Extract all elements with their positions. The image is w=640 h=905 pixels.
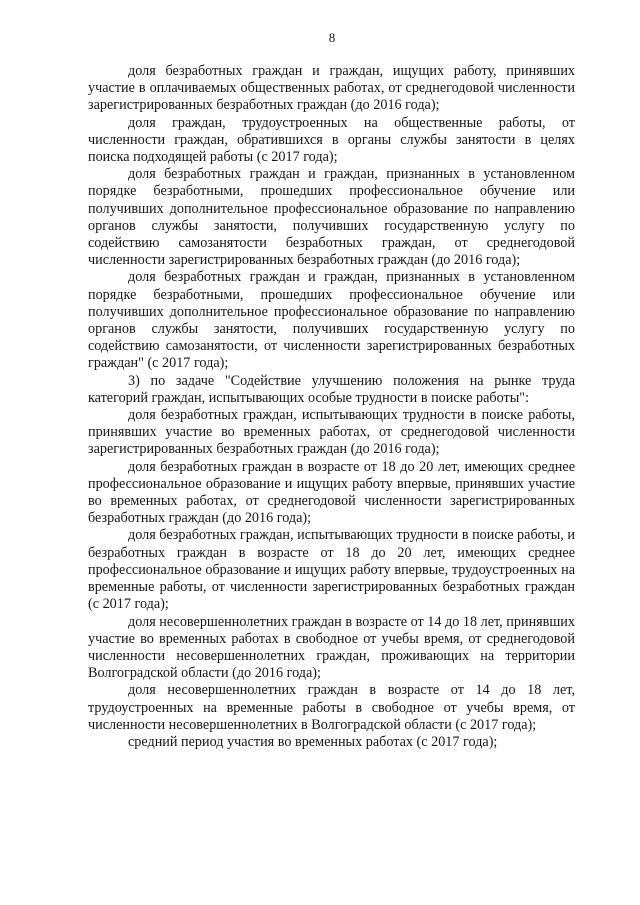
paragraph-minors-participation: доля несовершеннолетних граждан в возрасте от 14 до 18 лет, принявших участие во временных работах в свободное от учебы время, от среднегодовой численности несовершеннолетних граждан, проживающих на территории Волгоградской области (до 2016 года); (88, 613, 575, 682)
document-body (88, 63, 575, 751)
paragraph-public-works-employed: доля граждан, трудоустроенных на общественные работы, от численности граждан, обратившихся в органы службы занятости в целях поиска подходящей работы (с 2017 года); (88, 114, 575, 166)
paragraph-temporary-works-difficulties: доля безработных граждан, испытывающих трудности в поиске работы, принявших участие во временных работах, от среднегодовой численности зарегистрированных безработных граждан (до 2016 года); (88, 407, 575, 458)
paragraph-minors-employed: доля несовершеннолетних граждан в возрасте от 14 до 18 лет, трудоустроенных на временные работы в свободное от учебы время, от численности несовершеннолетних в Волгоградской области (с 2017 года); (88, 682, 575, 733)
paragraph-task-3-heading: 3) по задаче "Содействие улучшению положения на рынке труда категорий граждан, испытывающих особые трудности в поиске работы": (88, 372, 575, 406)
paragraph-young-first-job-seekers: доля безработных граждан в возрасте от 18 до 20 лет, имеющих среднее профессиональное образование и ищущих работу впервые, принявших участие во временных работах, от среднегодовой численности зарегистрированных безработных граждан (до 2016 года); (88, 458, 575, 527)
paragraph-average-period: средний период участия во временных работах (с 2017 года); (128, 733, 498, 750)
paragraph-combined-temporary-employment: доля безработных граждан, испытывающих трудности в поиске работы, и безработных граждан в возрасте от 18 до 20 лет, имеющих среднее профессиональное образование и ищущих работу впервые, трудоустроенных на временные работы, от численности зарегистрированных безработных граждан (с 2017 года); (88, 527, 575, 613)
paragraph-training-share-from-2017: доля безработных граждан и граждан, признанных в установленном порядке безработными, прошедших профессиональное обучение или получивших дополнительное профессиональное образование по направлению органов службы занятости, получивших государственную услугу по содействию самозанятости, от численности зарегистрированных безработных граждан" (с 2017 года); (88, 269, 575, 372)
page-number: 8 (328, 30, 336, 45)
paragraph-training-share-until-2016: доля безработных граждан и граждан, признанных в установленном порядке безработными, прошедших профессиональное обучение или получивших дополнительное профессиональное образование по направлению органов службы занятости, получивших государственную услугу по содействию самозанятости безработных граждан, от среднегодовой численности зарегистрированных безработных граждан (до 2016 года); (88, 166, 575, 269)
paragraph-public-works-participation: доля безработных граждан и граждан, ищущих работу, принявших участие в оплачиваемых общественных работах, от среднегодовой численности зарегистрированных безработных граждан (до 2016 года); (88, 63, 575, 114)
